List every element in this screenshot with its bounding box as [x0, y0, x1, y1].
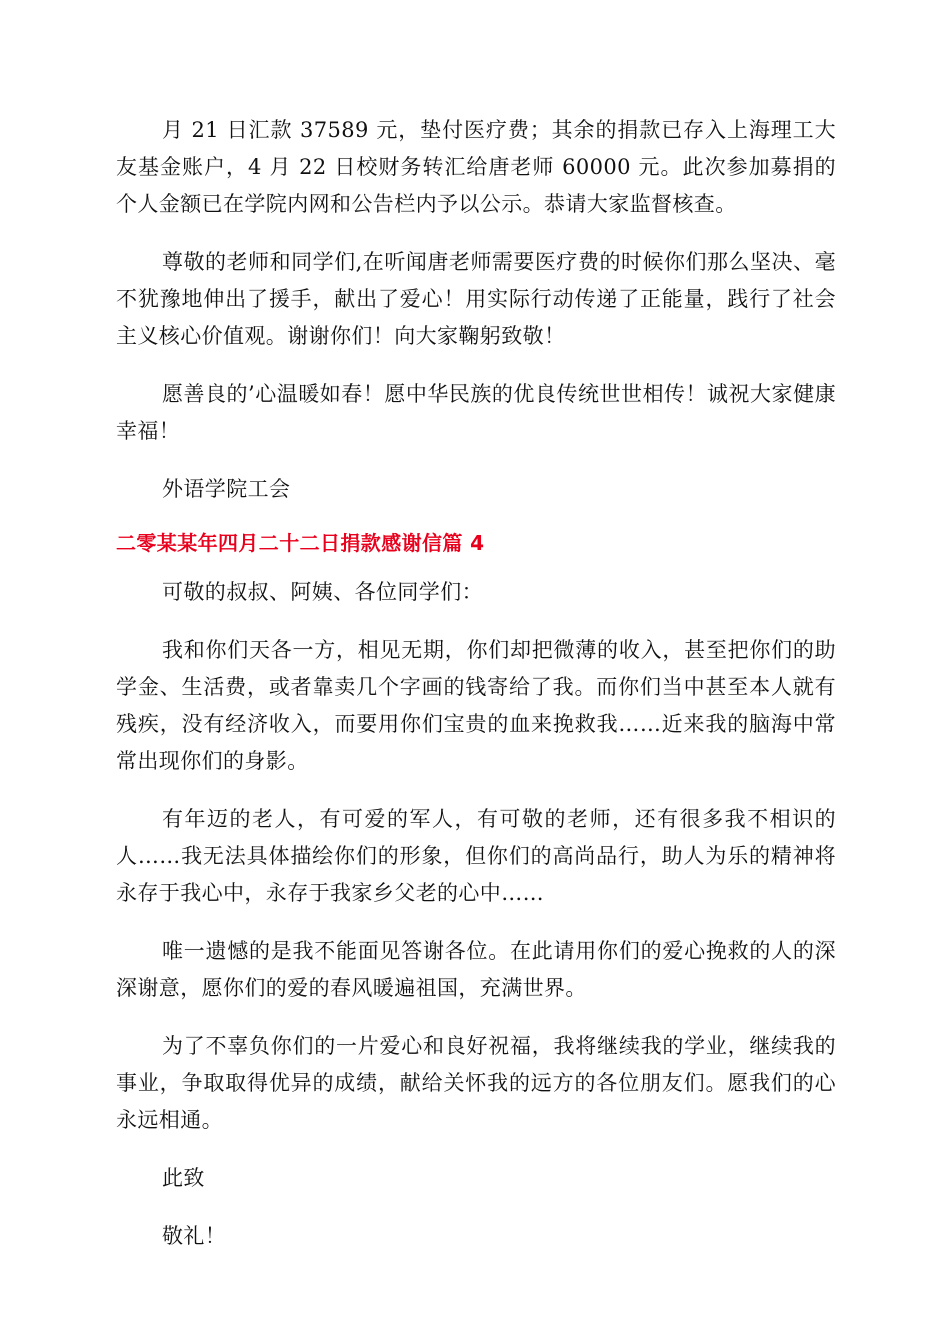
document-body [116, 112, 836, 1276]
signature-union: 外语学院工会 [162, 477, 291, 501]
paragraph-wishes: 愿善良的’心温暖如春！愿中华民族的优良传统世世相传！诚祝大家健康幸福！ [116, 382, 836, 443]
paragraph-regret: 唯一遗憾的是我不能面见答谢各位。在此请用你们的爱心挽救的人的深深谢意，愿你们的爱的春风暖遍祖国，充满世界。 [116, 939, 836, 1000]
paragraph-donors: 有年迈的老人，有可爱的军人，有可敬的老师，还有很多我不相识的人……我无法具体描绘你们的形象，但你们的高尚品行，助人为乐的精神将永存于我心中，永存于我家乡父老的心中…… [116, 807, 836, 905]
closing-jingli: 敬礼！ [162, 1224, 227, 1248]
closing-cizhi: 此致 [162, 1166, 205, 1190]
paragraph-promise: 为了不辜负你们的一片爱心和良好祝福，我将继续我的学业，继续我的事业，争取取得优异的成绩，献给关怀我的远方的各位朋友们。愿我们的心永远相通。 [116, 1034, 836, 1132]
section-heading: 二零某某年四月二十二日捐款感谢信篇 4 [116, 531, 485, 555]
greeting-line: 可敬的叔叔、阿姨、各位同学们： [162, 580, 483, 604]
paragraph-far-apart: 我和你们天各一方，相见无期，你们却把微薄的收入，甚至把你们的助学金、生活费，或者靠卖几个字画的钱寄给了我。而你们当中甚至本人就有残疾，没有经济收入，而要用你们宝贵的血来挽救我……近来我的脑海中常常出现你们的身影。 [116, 638, 836, 773]
paragraph-thanks-teachers: 尊敬的老师和同学们,在听闻唐老师需要医疗费的时候你们那么坚决、毫不犹豫地伸出了援手，献出了爱心！用实际行动传递了正能量，践行了社会主义核心价值观。谢谢你们！向大家鞠躬致敬！ [116, 250, 836, 348]
paragraph-donation-summary: 月 21 日汇款 37589 元，垫付医疗费；其余的捐款已存入上海理工大友基金账户，4 月 22 日校财务转汇给唐老师 60000 元。此次参加募捐的个人金额已在学院内网和公告栏内予以公示。恭请大家监督核查。 [116, 118, 836, 216]
